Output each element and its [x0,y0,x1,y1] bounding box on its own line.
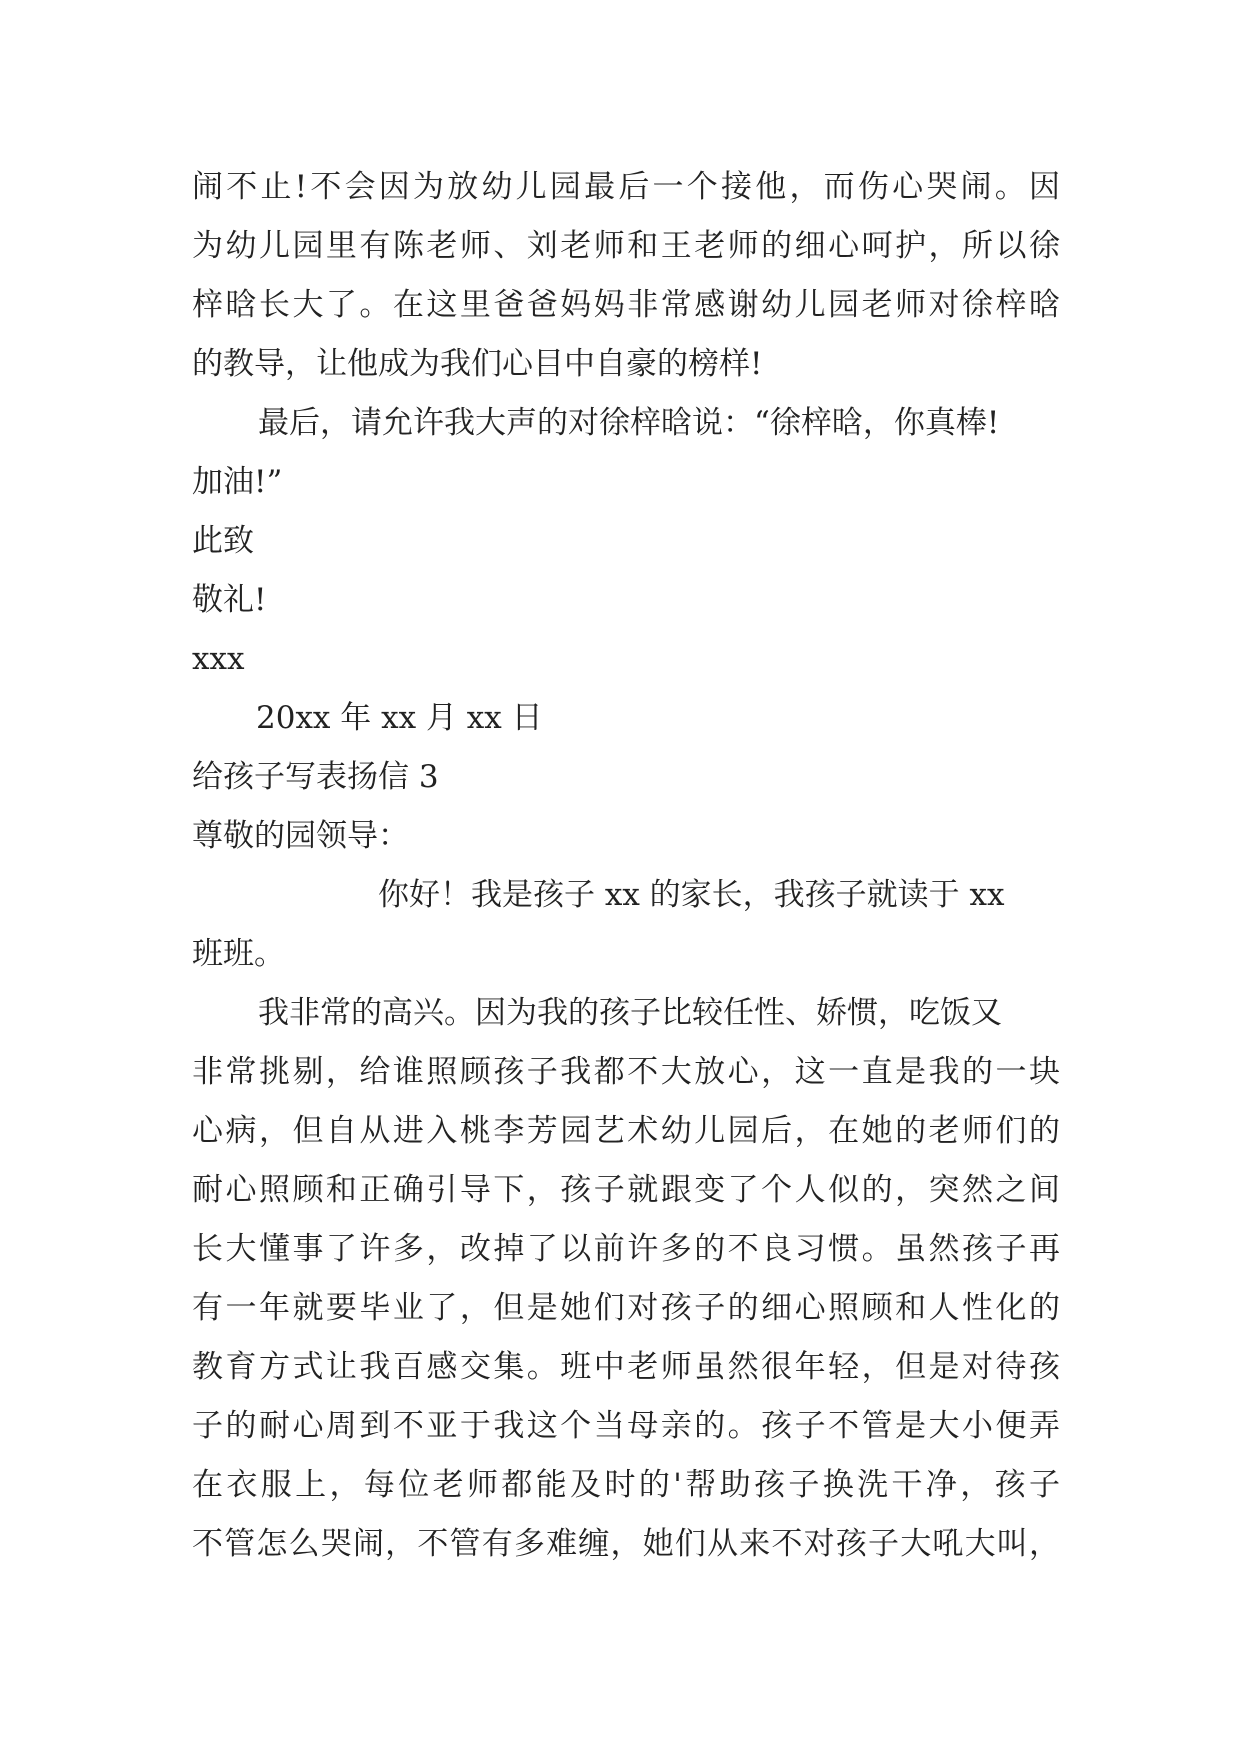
text-line: 有一年就要毕业了，但是她们对孩子的细心照顾和人性化的 [192,1290,1060,1326]
text-line: 子的耐心周到不亚于我这个当母亲的。孩子不管是大小便弄 [192,1408,1060,1444]
text-line: 教育方式让我百感交集。班中老师虽然很年轻，但是对待孩 [192,1349,1060,1385]
text-line: 的教导，让他成为我们心目中自豪的榜样! [192,346,763,382]
text-line: 班班。 [192,936,285,972]
paragraph-start-line: 你好！我是孩子 xx 的家长，我孩子就读于 xx [378,877,1005,913]
text-line: 梓晗长大了。在这里爸爸妈妈非常感谢幼儿园老师对徐梓晗 [192,287,1060,323]
signature-name: xxx [192,641,245,677]
signature-date: 20xx 年 xx 月 xx 日 [256,700,543,736]
letter-greeting: 尊敬的园领导： [192,818,409,854]
paragraph-start-line: 最后，请允许我大声的对徐梓晗说：“徐梓晗，你真棒! [258,405,1000,441]
text-line: 闹不止!不会因为放幼儿园最后一个接他，而伤心哭闹。因 [192,169,1060,205]
text-line: 为幼儿园里有陈老师、刘老师和王老师的细心呵护，所以徐 [192,228,1060,264]
text-line: 非常挑剔，给谁照顾孩子我都不大放心，这一直是我的一块 [192,1054,1060,1090]
text-line: 加油!” [192,464,283,500]
closing-salutation: 此致 [192,523,254,559]
text-line: 不管怎么哭闹，不管有多难缠，她们从来不对孩子大吼大叫， [192,1526,1060,1562]
text-line: 心病，但自从进入桃李芳园艺术幼儿园后，在她的老师们的 [192,1113,1060,1149]
text-line: 在衣服上，每位老师都能及时的'帮助孩子换洗干净，孩子 [192,1467,1060,1503]
section-title: 给孩子写表扬信 3 [192,759,439,795]
document-body [192,158,1060,1574]
text-line: 耐心照顾和正确引导下，孩子就跟变了个人似的，突然之间 [192,1172,1060,1208]
closing-salutation: 敬礼! [192,582,267,618]
paragraph-start-line: 我非常的高兴。因为我的孩子比较任性、娇惯，吃饭又 [258,995,1002,1031]
text-line: 长大懂事了许多，改掉了以前许多的不良习惯。虽然孩子再 [192,1231,1060,1267]
